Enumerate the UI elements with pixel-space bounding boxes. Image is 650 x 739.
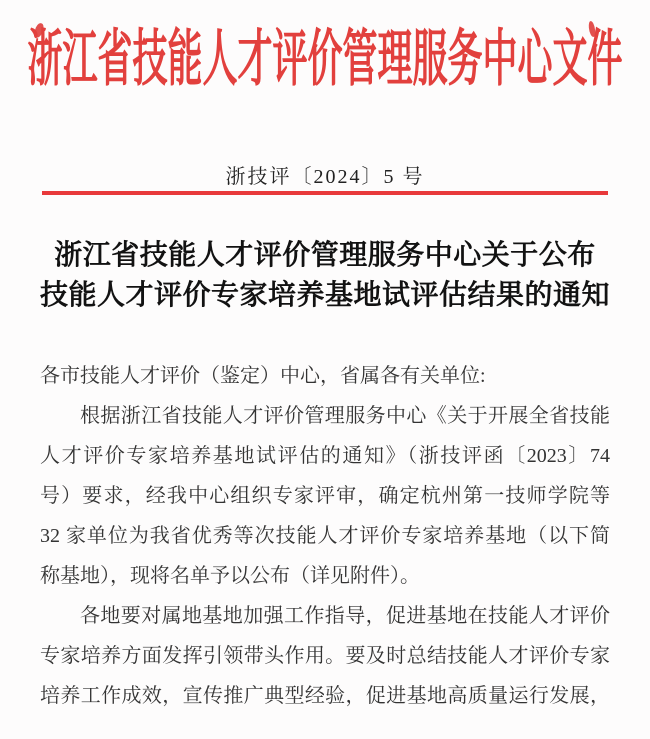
body-line: 32 家单位为我省优秀等次技能人才评价专家培养基地（以下简 (40, 525, 610, 547)
body-line: 人才评价专家培养基地试评估的通知》（浙技评函〔2023〕74 (40, 445, 610, 467)
document-title-line1: 浙江省技能人才评价管理服务中心关于公布 (54, 240, 596, 271)
agency-masthead: 浙江省技能人才评价管理服务中心文件 (27, 25, 623, 94)
body-line: 各地要对属地基地加强工作指导，促进基地在技能人才评价 (80, 605, 610, 627)
body-line: 培养工作成效，宣传推广典型经验，促进基地高质量运行发展， (40, 685, 610, 707)
body-line: 专家培养方面发挥引领带头作用。要及时总结技能人才评价专家 (40, 645, 610, 667)
red-divider-line (42, 191, 608, 195)
document-body (40, 356, 610, 716)
salutation-line: 各市技能人才评价（鉴定）中心，省属各有关单位: (40, 365, 486, 387)
document-title (0, 236, 650, 316)
body-line: 根据浙江省技能人才评价管理服务中心《关于开展全省技能 (80, 405, 610, 427)
document-number: 浙技评〔2024〕5 号 (225, 166, 425, 188)
body-line: 号）要求，经我中心组织专家评审，确定杭州第一技师学院等 (40, 485, 610, 507)
body-line: 称基地），现将名单予以公布（详见附件）。 (40, 565, 420, 587)
document-title-line2: 技能人才评价专家培养基地试评估结果的通知 (39, 280, 610, 311)
